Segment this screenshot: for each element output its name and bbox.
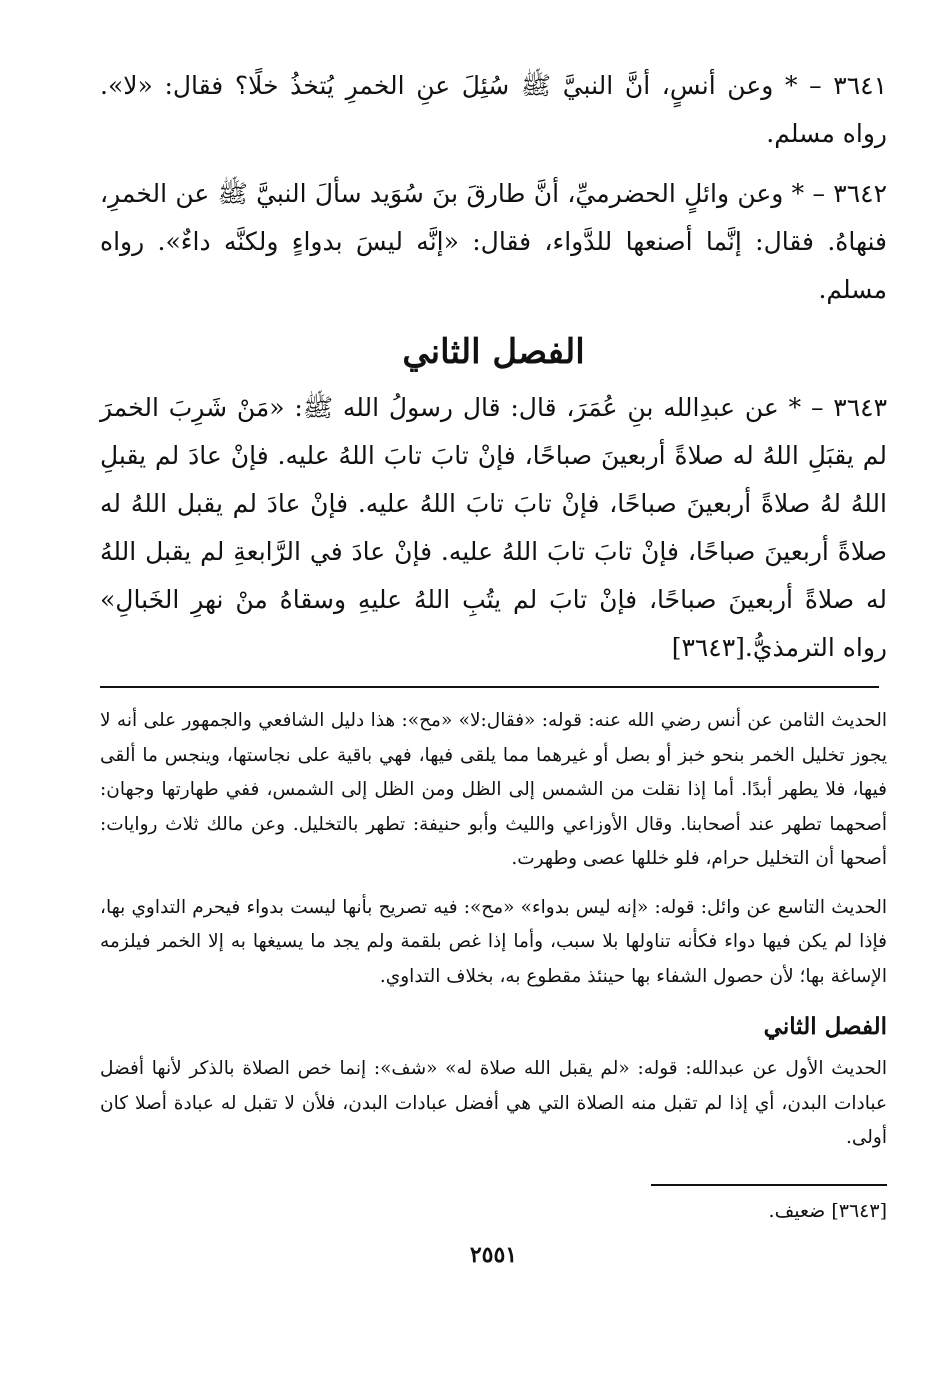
footnote-divider bbox=[651, 1184, 887, 1186]
page-body bbox=[100, 62, 887, 1268]
commentary-paragraph: الحديث التاسع عن وائل: قوله: «إنه ليس بدواء» «مح»: فيه تصريح بأنها ليست بدواء فيحرم التداوي بها، فإذا لم يكن فيها دواء فكأنه تناولها بلا سبب، وأما إذا غص بلقمة ولم يجد ما يسيغها به إلا الخمر فيلزمه الإساغة بها؛ لأن حصول الشفاء بها حينئذ مقطوع به، بخلاف التداوي. bbox=[100, 896, 887, 987]
commentary-paragraph: الحديث الثامن عن أنس رضي الله عنه: قوله: «فقال:لا» «مح»: هذا دليل الشافعي والجمهور على أنه لا يجوز تخليل الخمر بنحو خبز أو بصل أو غيرهما مما يلقى فيها، فهي باقية على نجاستها، وينجس ما ألقى فيها، فلا يطهر أبدًا. أما إذا نقلت من الشمس إلى الظل ومن الظل إلى الشمس، ففي طهارتها وجهان: أصحهما تطهر عند أصحابنا. وقال الأوزاعي والليث وأبو حنيفة: تطهر بالتخليل. وعن مالك ثلاث روايات: أصحها أن التخليل حرام، فلو خللها عصى وطهرت. bbox=[100, 710, 887, 869]
hadith-3641: ٣٦٤١ – * وعن أنسٍ، أنَّ النبيَّ ﷺ سُئِلَ عنِ الخمرِ يُتخذُ خلًا؟ فقال: «لا». رواه مسلم. bbox=[100, 71, 887, 148]
hadith-3643: ٣٦٤٣ – * عن عبدِالله بنِ عُمَرَ، قال: قال رسولُ الله ﷺ: «مَنْ شَرِبَ الخمرَ لم يقبَلِ اللهُ له صلاةً أربعينَ صباحًا، فإنْ تابَ تابَ اللهُ عليه. فإنْ عادَ لم يقبلِ اللهُ لهُ صلاةً أربعينَ صباحًا، فإنْ تابَ تابَ اللهُ عليه. فإنْ عادَ لم يقبل اللهُ له صلاةً أربعينَ صباحًا، فإنْ تابَ تابَ اللهُ عليه. فإنْ عادَ في الرَّابعةِ لم يقبل اللهُ له صلاةً أربعينَ صباحًا، فإنْ تابَ لم يتُبِ اللهُ عليهِ وسقاهُ منْ نهرِ الخَبالِ» رواه الترمذيُّ.[٣٦٤٣] bbox=[100, 393, 887, 662]
footnote: [٣٦٤٣] ضعيف. bbox=[768, 1199, 887, 1222]
page-number: ٢٥٥١ bbox=[469, 1241, 518, 1268]
commentary-paragraph: الحديث الأول عن عبدالله: قوله: «لم يقبل الله صلاة له» «شف»: إنما خص الصلاة بالذكر لأنها أفضل عبادات البدن، أي إذا لم تقبل منه الصلاة التي هي أفضل عبادات البدن، فلأن لا تقبل له عبادة أصلا كان أولى. bbox=[100, 1058, 887, 1148]
section-divider bbox=[100, 686, 879, 688]
hadith-3642: ٣٦٤٢ – * وعن وائلٍ الحضرميِّ، أنَّ طارقَ بنَ سُوَيد سألَ النبيَّ ﷺ عن الخمرِ، فنهاهُ. فقال: إنَّما أصنعها للدَّواء، فقال: «إنَّه ليسَ بدواءٍ ولكنَّه داءٌ». رواه مسلم. bbox=[100, 179, 887, 304]
commentary bbox=[100, 704, 887, 1156]
chapter-heading: الفصل الثاني bbox=[402, 332, 585, 372]
commentary-sub-heading: الفصل الثاني bbox=[763, 1013, 887, 1040]
